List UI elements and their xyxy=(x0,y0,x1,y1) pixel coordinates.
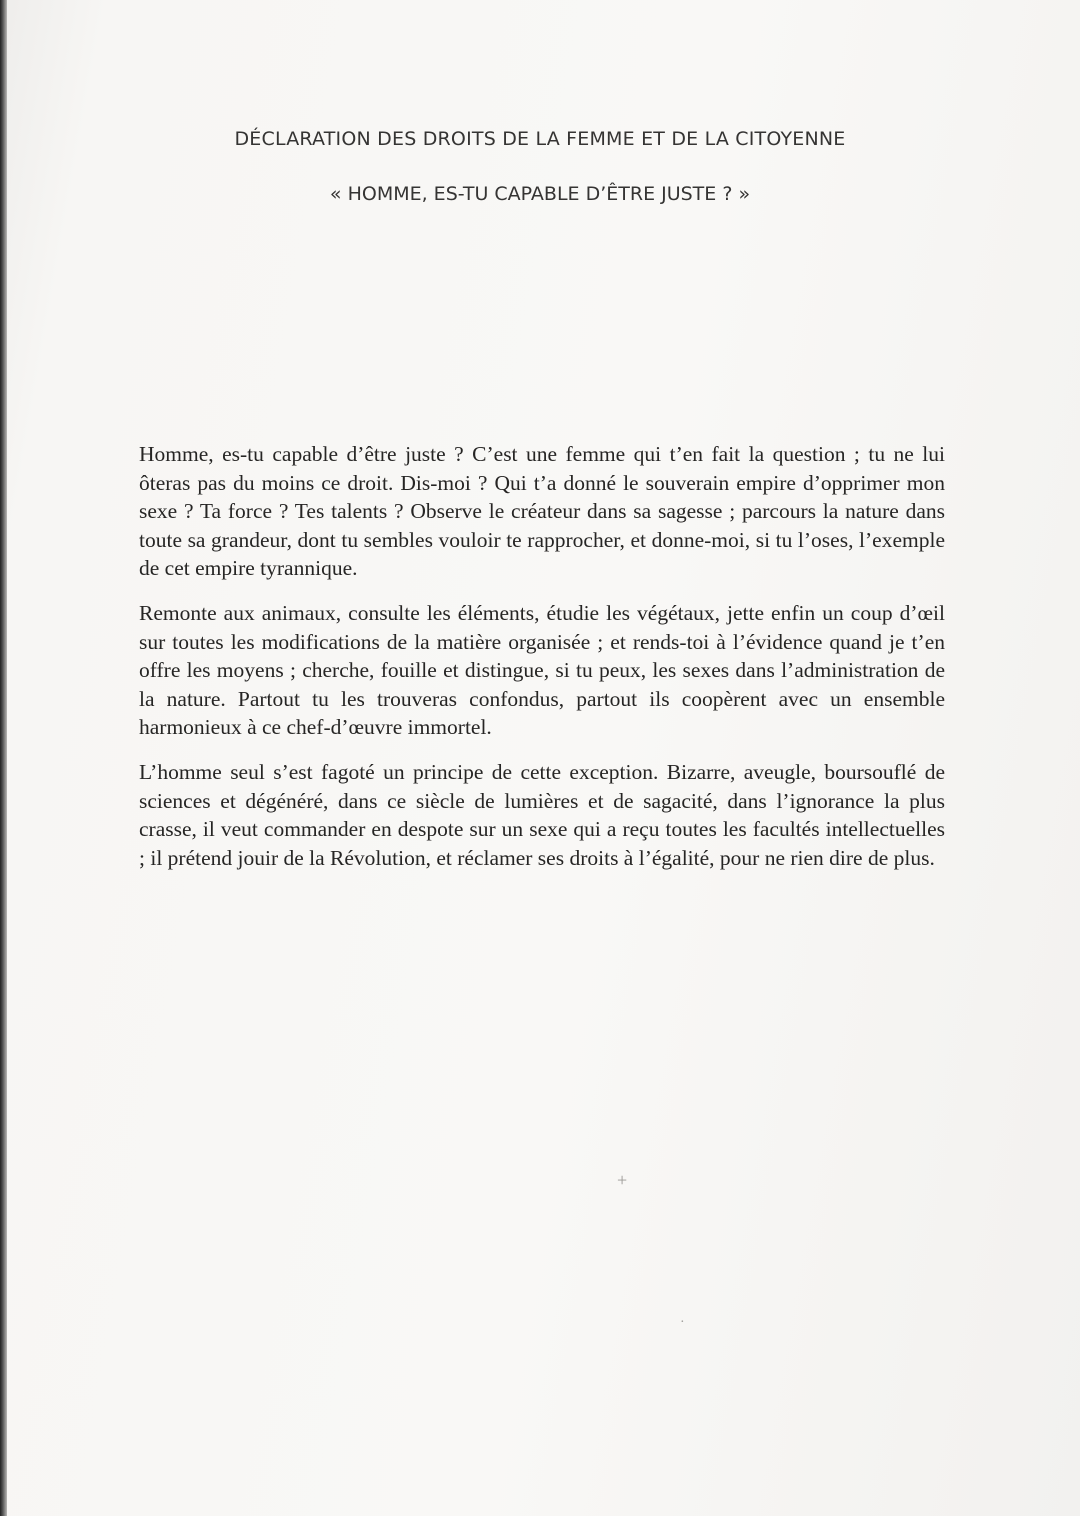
document-subtitle: « HOMME, ES-TU CAPABLE D’ÊTRE JUSTE ? » xyxy=(329,183,751,205)
paragraph-3: L’homme seul s’est fagoté un principe de cette exception. Bizarre, aveugle, boursouflé de sciences et dégénéré, dans ce siècle de lumières et de sagacité, dans l’ignorance la plus crasse, il veut commander en despote sur un sexe qui a reçu toutes les facultés intellectuelles ; il prétend jouir de la Révolution, et réclamer ses droits à l’égalité, pour ne rien dire de plus. xyxy=(139,759,945,870)
page-edge-shadow xyxy=(0,0,7,1516)
stray-mark-tick: · xyxy=(680,1315,685,1330)
document-body xyxy=(139,440,945,888)
stray-mark-cross: + xyxy=(617,1170,628,1190)
document-title: DÉCLARATION DES DROITS DE LA FEMME ET DE LA CITOYENNE xyxy=(234,128,846,150)
paragraph-1: Homme, es-tu capable d’être juste ? C’est une femme qui t’en fait la question ; tu ne lui ôteras pas du moins ce droit. Dis-moi ? Qui t’a donné le souverain empire d’opprimer mon sexe ? Ta force ? Tes talents ? Observe le créateur dans sa sagesse ; parcours la nature dans toute sa grandeur, dont tu sembles vouloir te rapprocher, et donne-moi, si tu l’oses, l’exemple de cet empire tyrannique. xyxy=(139,442,945,581)
paragraph-2: Remonte aux animaux, consulte les éléments, étudie les végétaux, jette enfin un coup d’œil sur toutes les modifications de la matière organisée ; et rends-toi à l’évidence quand je t’en offre les moyens ; cherche, fouille et distingue, si tu peux, les sexes dans l’administration de la nature. Partout tu les trouveras confondus, partout ils coopèrent avec un ensemble harmonieux à ce chef-d’œuvre immortel. xyxy=(139,600,945,740)
